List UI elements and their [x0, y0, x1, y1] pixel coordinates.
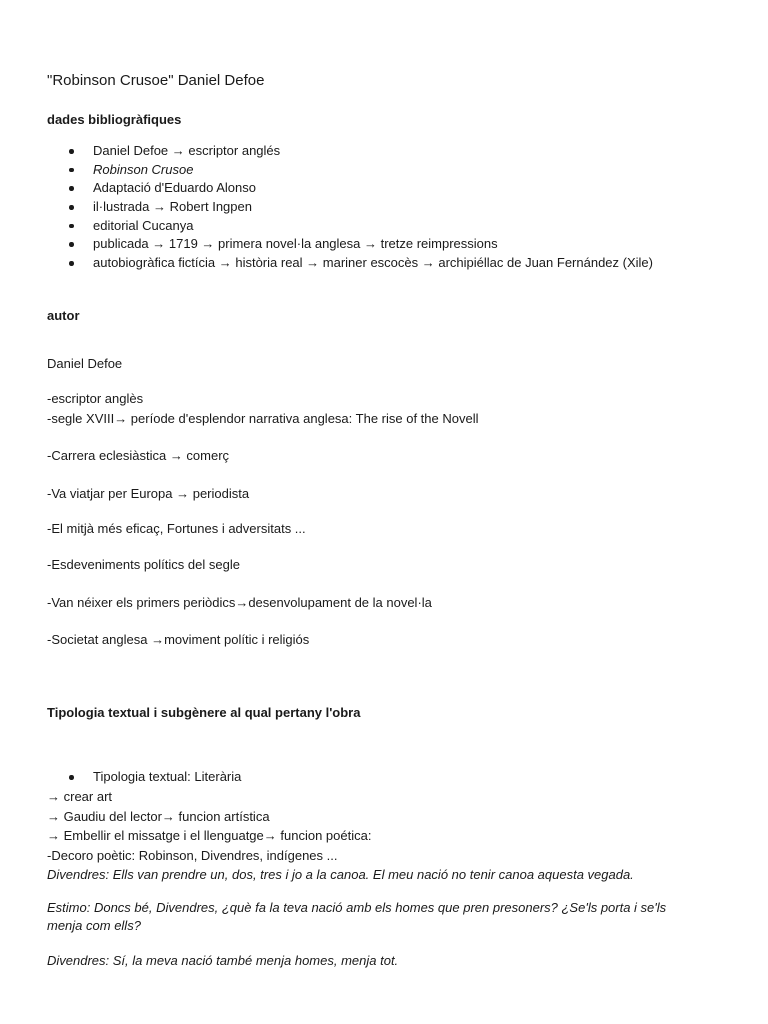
list-item: publicada → 1719 → primera novel·la anglesa → tretze reimpressions: [66, 235, 653, 254]
list-item: Robinson Crusoe: [66, 161, 653, 180]
author-line: -Esdeveniments polítics del segle: [47, 557, 240, 572]
author-line: -Va viatjar per Europa → periodista: [47, 486, 250, 501]
heading-author: autor: [47, 308, 80, 323]
typology-line: → Gaudiu del lector→ funcion artística: [47, 808, 270, 824]
author-line: -segle XVIII→ període d'esplendor narrativa anglesa: The rise of the Novell: [47, 411, 479, 426]
quote-line: menja com ells?: [47, 918, 141, 933]
typology-lines: [47, 787, 634, 885]
typology-line: → Embellir el missatge i el llenguatge→ funcion poética:: [47, 828, 372, 843]
bibliographic-list: [66, 142, 653, 273]
quote-line: Divendres: Sí, la meva nació també menja homes, menja tot.: [47, 953, 399, 968]
list-item: autobiogràfica fictícia → història real → mariner escocès → archipiéllac de Juan Fernández (Xile): [66, 254, 653, 273]
heading-bibliographic-data: dades bibliogràfiques: [47, 112, 182, 127]
document-title: "Robinson Crusoe" Daniel Defoe: [47, 72, 265, 89]
author-line: -escriptor anglès: [47, 391, 144, 406]
typology-line: → crear art: [47, 789, 113, 804]
author-line: -Carrera eclesiàstica → comerç: [47, 448, 230, 463]
author-line: -Societat anglesa →moviment polític i religiós: [47, 632, 310, 647]
list-item: Daniel Defoe → escriptor anglés: [66, 142, 653, 161]
heading-typology: Tipologia textual i subgènere al qual pertany l'obra: [47, 705, 361, 720]
quote-line: Estimo: Doncs bé, Divendres, ¿què fa la teva nació amb els homes que pren presoners? ¿Se'ls porta i se'ls: [47, 900, 667, 915]
list-item: il·lustrada → Robert Ingpen: [66, 198, 653, 217]
typology-line: -Decoro poètic: Robinson, Divendres, indígenes ...: [47, 847, 338, 863]
list-item: editorial Cucanya: [66, 217, 653, 236]
author-line: -El mitjà més eficaç, Fortunes i adversitats ...: [47, 521, 306, 536]
author-name: Daniel Defoe: [47, 356, 123, 371]
list-item: Tipologia textual: Literària: [66, 768, 241, 786]
list-item: Adaptació d'Eduardo Alonso: [66, 179, 653, 198]
author-line: -Van néixer els primers periòdics→desenvolupament de la novel·la: [47, 595, 432, 610]
quote-line: Divendres: Ells van prendre un, dos, tres i jo a la canoa. El meu nació no tenir canoa aquesta vegada.: [47, 867, 634, 882]
